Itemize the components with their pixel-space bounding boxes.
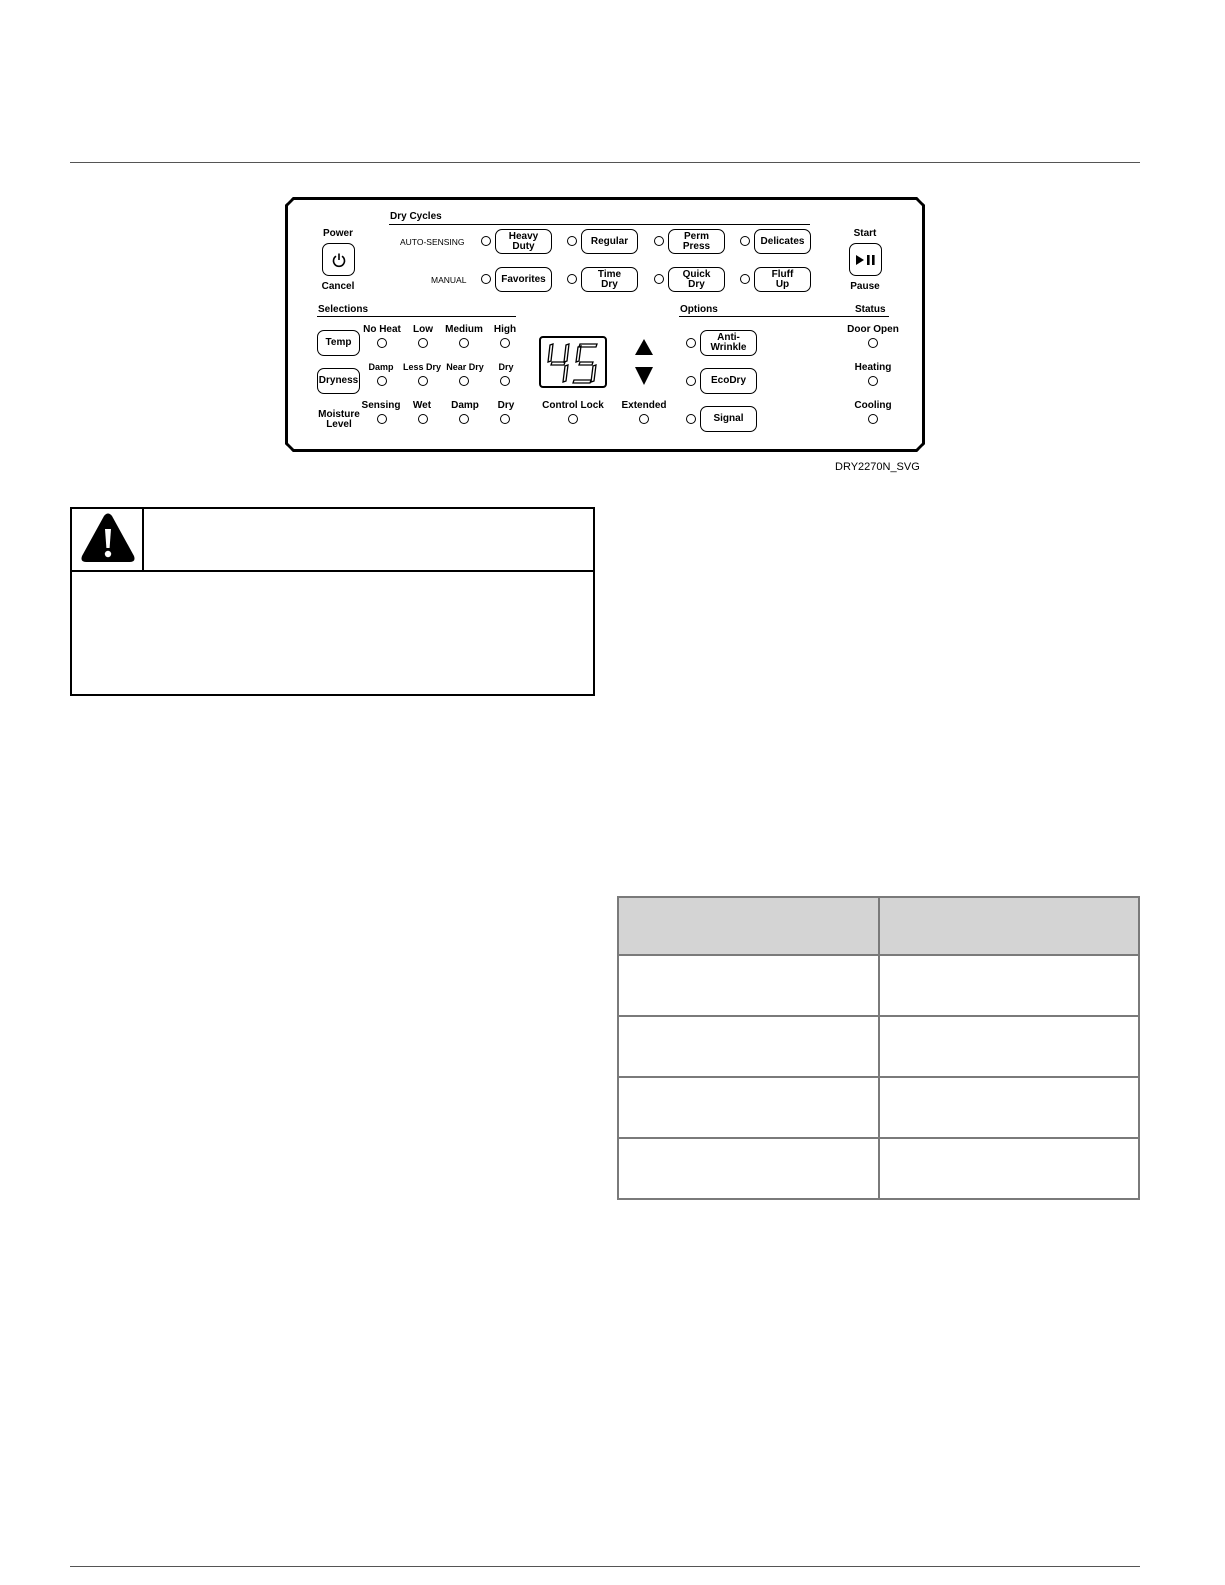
moisture-label-line: Moisture bbox=[318, 409, 360, 420]
cycle-label: Perm bbox=[683, 230, 709, 242]
cycle-indicator bbox=[740, 236, 750, 246]
temp-indicator bbox=[418, 338, 428, 348]
option-label: EcoDry bbox=[710, 375, 746, 386]
seven-segment-digits bbox=[541, 338, 605, 386]
cycle-button-heavy-duty[interactable] bbox=[495, 229, 552, 254]
cycle-label: Regular bbox=[590, 235, 629, 247]
temp-level-label: High bbox=[493, 324, 517, 335]
cycle-indicator bbox=[654, 236, 664, 246]
temp-button-label: Temp bbox=[325, 337, 352, 348]
dryness-level-label: Less Dry bbox=[402, 362, 442, 372]
table-cell bbox=[879, 955, 1140, 1016]
table-header-row bbox=[618, 897, 1139, 955]
moisture-indicator bbox=[459, 414, 469, 424]
warning-triangle-icon bbox=[80, 512, 136, 564]
moisture-indicator bbox=[418, 414, 428, 424]
cycle-label: Press bbox=[682, 240, 711, 252]
table-cell bbox=[618, 1138, 879, 1199]
cycle-label: Dry bbox=[688, 278, 705, 290]
moisture-indicator bbox=[500, 414, 510, 424]
status-label: Cooling bbox=[854, 400, 892, 411]
status-label: Door Open bbox=[847, 324, 899, 335]
pause-label: Pause bbox=[850, 281, 880, 292]
temp-indicator bbox=[377, 338, 387, 348]
dryness-button-label: Dryness bbox=[318, 375, 359, 386]
auto-sensing-label: AUTO-SENSING bbox=[400, 237, 465, 247]
figure-caption: DRY2270N_SVG bbox=[835, 461, 920, 473]
control-lock-label: Control Lock bbox=[542, 400, 604, 411]
option-indicator bbox=[686, 414, 696, 424]
dryness-button[interactable] bbox=[317, 368, 360, 394]
cycle-label: Heavy bbox=[508, 230, 539, 242]
top-rule bbox=[70, 162, 1140, 163]
cycle-label: Delicates bbox=[760, 235, 805, 247]
dryness-indicator bbox=[459, 376, 469, 386]
moisture-level-option: Sensing bbox=[361, 400, 401, 411]
options-title: Options bbox=[680, 304, 718, 315]
cycle-label: Up bbox=[775, 278, 790, 290]
table-row bbox=[618, 955, 1139, 1016]
cycle-button-regular[interactable] bbox=[581, 229, 638, 254]
warning-divider-vertical bbox=[142, 509, 144, 571]
cycle-button-favorites[interactable] bbox=[495, 267, 552, 292]
warning-divider-horizontal bbox=[72, 570, 593, 572]
cycle-indicator bbox=[481, 236, 491, 246]
table-row bbox=[618, 1077, 1139, 1138]
temp-indicator bbox=[459, 338, 469, 348]
option-indicator bbox=[686, 376, 696, 386]
temp-level-label: Low bbox=[413, 324, 433, 335]
temp-level-label: Medium bbox=[445, 324, 483, 335]
dryness-indicator bbox=[500, 376, 510, 386]
extended-label: Extended bbox=[621, 400, 667, 411]
dry-cycles-rule bbox=[389, 224, 810, 225]
cycle-label: Dry bbox=[601, 278, 618, 290]
option-button-anti-wrinkle[interactable] bbox=[700, 330, 757, 356]
table-header-cell bbox=[618, 897, 879, 955]
cycle-label: Quick bbox=[682, 268, 711, 280]
option-button-ecodry[interactable] bbox=[700, 368, 757, 394]
temp-level-label: No Heat bbox=[363, 324, 401, 335]
option-label: Anti- bbox=[717, 332, 740, 343]
start-pause-button[interactable] bbox=[849, 243, 882, 276]
cycle-button-fluff-up[interactable] bbox=[754, 267, 811, 292]
power-icon bbox=[331, 252, 347, 268]
status-indicator bbox=[868, 376, 878, 386]
moisture-level-label bbox=[314, 410, 364, 430]
table-cell bbox=[879, 1077, 1140, 1138]
dryness-indicator bbox=[377, 376, 387, 386]
table-cell bbox=[618, 1016, 879, 1077]
cycle-button-quick-dry[interactable] bbox=[668, 267, 725, 292]
status-title: Status bbox=[855, 304, 886, 315]
table-cell bbox=[618, 955, 879, 1016]
cycle-label: Fluff bbox=[771, 268, 794, 280]
moisture-level-option: Wet bbox=[412, 400, 432, 411]
cycle-indicator bbox=[567, 236, 577, 246]
status-indicator bbox=[868, 414, 878, 424]
play-pause-icon bbox=[855, 254, 877, 266]
cycle-button-delicates[interactable] bbox=[754, 229, 811, 254]
cycle-button-time-dry[interactable] bbox=[581, 267, 638, 292]
cancel-label: Cancel bbox=[321, 281, 355, 292]
cycle-indicator bbox=[481, 274, 491, 284]
data-table bbox=[617, 896, 1140, 1200]
temp-button[interactable] bbox=[317, 330, 360, 356]
cycle-label: Duty bbox=[512, 240, 535, 252]
up-arrow-button[interactable] bbox=[632, 336, 656, 358]
warning-box bbox=[70, 507, 595, 696]
manual-label: MANUAL bbox=[431, 275, 467, 285]
table-cell bbox=[879, 1138, 1140, 1199]
option-indicator bbox=[686, 338, 696, 348]
status-label: Heating bbox=[854, 362, 892, 373]
moisture-level-option: Dry bbox=[497, 400, 515, 411]
moisture-indicator bbox=[377, 414, 387, 424]
dryness-level-label: Dry bbox=[498, 362, 514, 372]
start-label: Start bbox=[853, 228, 877, 239]
status-indicator bbox=[868, 338, 878, 348]
cycle-indicator bbox=[740, 274, 750, 284]
cycle-button-perm-press[interactable] bbox=[668, 229, 725, 254]
dryness-indicator bbox=[418, 376, 428, 386]
dryness-level-label: Near Dry bbox=[446, 362, 484, 372]
table-header-cell bbox=[879, 897, 1140, 955]
power-button[interactable] bbox=[322, 243, 355, 276]
option-label: Signal bbox=[713, 413, 744, 424]
temp-indicator bbox=[500, 338, 510, 348]
table-row bbox=[618, 1138, 1139, 1199]
moisture-label-line: Level bbox=[326, 419, 352, 430]
moisture-level-option: Damp bbox=[451, 400, 479, 411]
cycle-label: Time bbox=[597, 268, 622, 280]
control-lock-indicator bbox=[568, 414, 578, 424]
option-button-signal[interactable] bbox=[700, 406, 757, 432]
option-label: Wrinkle bbox=[710, 342, 747, 353]
bottom-rule bbox=[70, 1566, 1140, 1567]
extended-indicator bbox=[639, 414, 649, 424]
display-value: 45 bbox=[541, 338, 543, 339]
cycle-indicator bbox=[654, 274, 664, 284]
table-row bbox=[618, 1016, 1139, 1077]
power-label: Power bbox=[322, 228, 353, 239]
dryness-level-label: Damp bbox=[368, 362, 394, 372]
down-arrow-button[interactable] bbox=[632, 365, 656, 389]
dry-cycles-title: Dry Cycles bbox=[390, 211, 442, 222]
table-cell bbox=[879, 1016, 1140, 1077]
time-display bbox=[539, 336, 607, 388]
table-cell bbox=[618, 1077, 879, 1138]
selections-title: Selections bbox=[318, 304, 369, 315]
options-status-rule bbox=[679, 316, 889, 317]
cycle-indicator bbox=[567, 274, 577, 284]
selections-rule bbox=[317, 316, 516, 317]
cycle-label: Favorites bbox=[501, 273, 546, 285]
